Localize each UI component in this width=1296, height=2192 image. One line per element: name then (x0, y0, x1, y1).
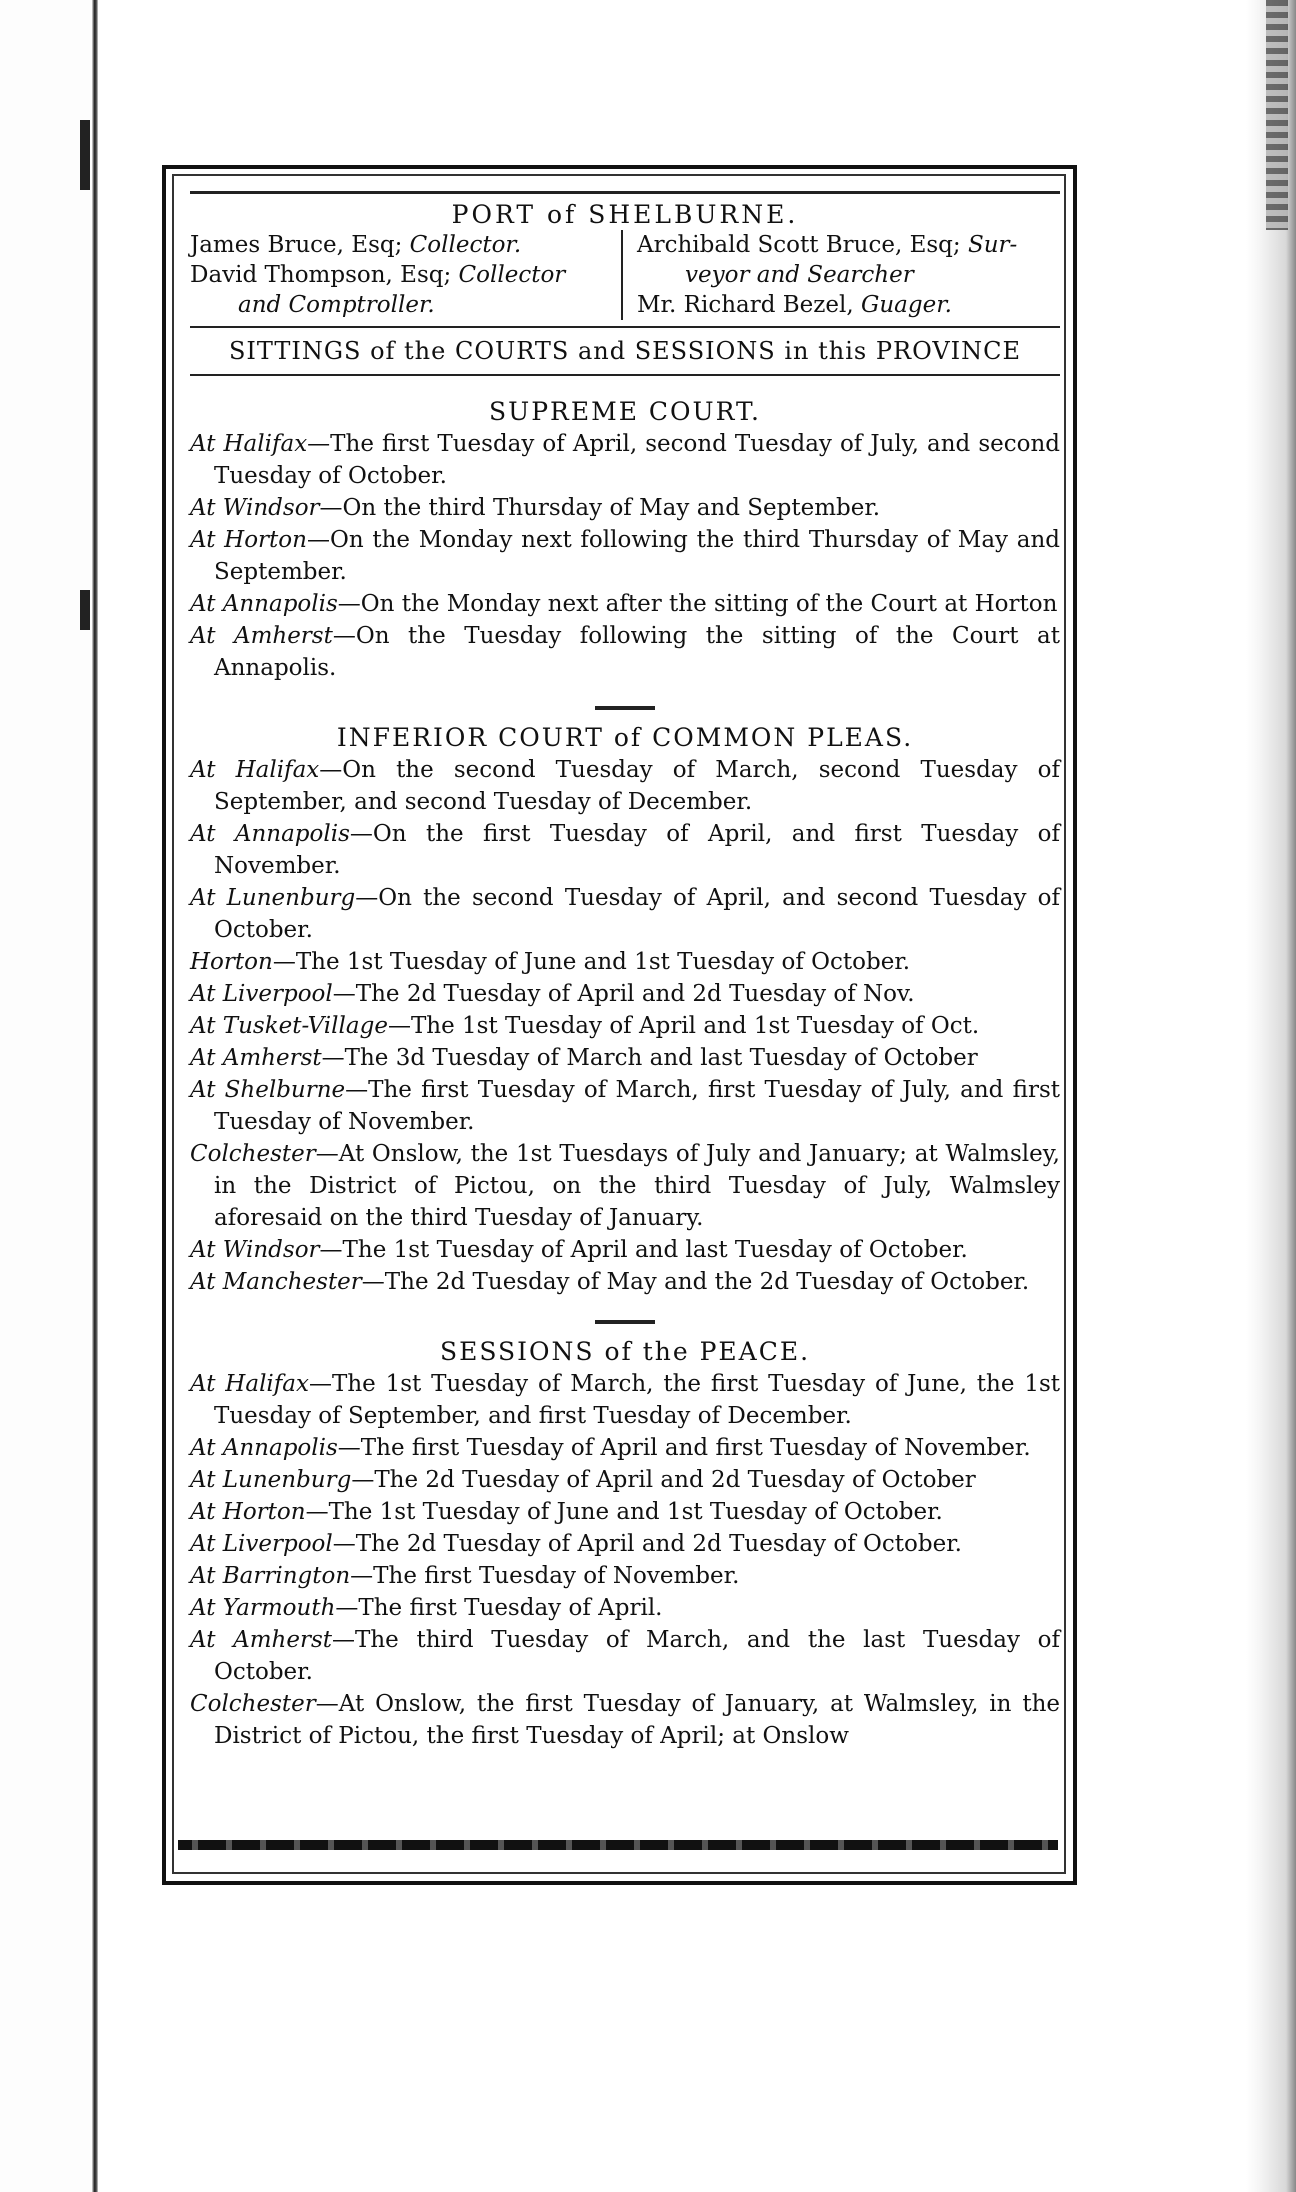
entry-place: At Amherst (190, 623, 333, 649)
court-entry (190, 1010, 1060, 1042)
entry-text: —The first Tuesday of March, first Tuesday of July, and first Tuesday of November. (214, 1077, 1060, 1135)
officer-name: Mr. Richard Bezel, (637, 292, 854, 318)
entry-text: —At Onslow, the 1st Tuesdays of July and January; at Walmsley, in the District of Pictou, on the third Tuesday of July, Walmsley aforesaid on the third Tuesday of January. (214, 1141, 1060, 1231)
officer-name: James Bruce, Esq; (190, 232, 403, 258)
entry-text: —The 3d Tuesday of March and last Tuesday of October (321, 1045, 978, 1071)
entry-text: —On the Monday next after the sitting of the Court at Horton (337, 591, 1058, 617)
court-entry (190, 1688, 1060, 1752)
entry-text: —The 2d Tuesday of April and 2d Tuesday of October. (332, 1531, 962, 1557)
binding-mark (80, 590, 90, 630)
entry-place: At Annapolis (190, 821, 350, 847)
entry-place: At Manchester (190, 1269, 362, 1295)
entry-place: At Halifax (190, 1371, 309, 1397)
section-heading-inferior-court: INFERIOR COURT of COMMON PLEAS. (336, 723, 914, 752)
court-entry (190, 1624, 1060, 1688)
entry-text: —The 1st Tuesday of June and 1st Tuesday of October. (305, 1499, 943, 1525)
divider-rule (190, 326, 1060, 328)
court-entry (190, 818, 1060, 882)
entry-text: —On the Monday next following the third Thursday of May and September. (214, 527, 1061, 585)
court-entry (190, 588, 1060, 620)
officer-line (637, 290, 1060, 320)
officer-role: and Comptroller. (238, 292, 435, 318)
entry-text: —The 1st Tuesday of April and last Tuesday of October. (319, 1237, 968, 1263)
entry-place: At Horton (190, 527, 307, 553)
officer-role: Collector. (409, 232, 522, 258)
entry-text: —On the first Tuesday of April, and first Tuesday of November. (214, 821, 1061, 879)
section-dash (595, 706, 655, 710)
entry-text: —The 2d Tuesday of April and 2d Tuesday of October (351, 1467, 976, 1493)
officer-line (190, 290, 613, 320)
entry-text: —The first Tuesday of April. (335, 1595, 663, 1621)
officer-role: Sur- (967, 232, 1018, 258)
entry-place: At Lunenburg (190, 1467, 352, 1493)
court-entry (190, 1528, 1060, 1560)
top-rule (190, 191, 1060, 194)
right-page-edge (1246, 0, 1296, 2192)
officer-name: Archibald Scott Bruce, Esq; (637, 232, 961, 258)
court-entry (190, 1138, 1060, 1234)
officer-role: Guager. (860, 292, 952, 318)
entry-place: At Annapolis (190, 591, 338, 617)
entry-place: At Yarmouth (190, 1595, 336, 1621)
officer-line (190, 260, 613, 290)
section-heading-supreme-court: SUPREME COURT. (489, 397, 761, 426)
court-entry (190, 1464, 1060, 1496)
court-entry (190, 1368, 1060, 1432)
spine-texture (1266, 0, 1288, 230)
entry-text: —The 2d Tuesday of April and 2d Tuesday of Nov. (332, 981, 915, 1007)
officer-name: David Thompson, Esq; (190, 262, 452, 288)
section-dash (595, 1320, 655, 1324)
entry-place: At Tusket-Village (190, 1013, 388, 1039)
section-heading-sessions-of-peace: SESSIONS of the PEACE. (439, 1337, 811, 1366)
entry-place: At Windsor (190, 1237, 320, 1263)
court-entry (190, 1042, 1060, 1074)
court-entry (190, 1592, 1060, 1624)
port-officers (190, 230, 1060, 320)
entry-place: Horton (190, 949, 273, 975)
entry-place: Colchester (190, 1691, 316, 1717)
officer-role: veyor and Searcher (685, 262, 914, 288)
court-entry (190, 1560, 1060, 1592)
court-entry (190, 1234, 1060, 1266)
entry-text: —On the Tuesday following the sitting of the Court at Annapolis. (214, 623, 1060, 681)
court-entry (190, 1074, 1060, 1138)
court-entry (190, 754, 1060, 818)
entry-place: At Shelburne (190, 1077, 346, 1103)
court-entry (190, 978, 1060, 1010)
court-entry (190, 946, 1060, 978)
entry-text: —On the second Tuesday of April, and second Tuesday of October. (214, 885, 1061, 943)
entry-text: —The first Tuesday of April and first Tuesday of November. (337, 1435, 1031, 1461)
officer-line (190, 230, 613, 260)
port-title: PORT of SHELBURNE. (451, 200, 799, 229)
court-entry (190, 1496, 1060, 1528)
entry-place: At Annapolis (190, 1435, 338, 1461)
entry-text: —On the second Tuesday of March, second Tuesday of September, and second Tuesday of December. (214, 757, 1060, 815)
entry-place: At Amherst (190, 1627, 333, 1653)
entry-place: At Barrington (190, 1563, 351, 1589)
binding-shadow (92, 0, 98, 2192)
entry-text: —The 1st Tuesday of June and 1st Tuesday of October. (272, 949, 911, 975)
entry-text: —The 1st Tuesday of March, the first Tuesday of June, the 1st Tuesday of September, and first Tuesday of December. (214, 1371, 1060, 1429)
bottom-ornamental-rule (178, 1840, 1058, 1850)
binding-mark (80, 120, 90, 190)
entry-place: At Amherst (190, 1045, 322, 1071)
entry-text: —The 1st Tuesday of April and 1st Tuesday of Oct. (387, 1013, 980, 1039)
entry-place: At Lunenburg (190, 885, 356, 911)
page-content (190, 185, 1060, 1752)
entry-text: —The first Tuesday of November. (350, 1563, 740, 1589)
entry-text: —The third Tuesday of March, and the last Tuesday of October. (214, 1627, 1060, 1685)
port-officers-left (190, 230, 623, 320)
left-page-gutter (0, 0, 100, 2192)
entry-text: —At Onslow, the first Tuesday of January, at Walmsley, in the District of Pictou, the first Tuesday of April; at Onslow (214, 1691, 1060, 1749)
divider-rule (190, 374, 1060, 376)
court-entry (190, 1432, 1060, 1464)
entry-text: —On the third Thursday of May and September. (319, 495, 881, 521)
entry-place: At Halifax (190, 757, 320, 783)
entry-place: At Halifax (190, 431, 308, 457)
court-entry (190, 882, 1060, 946)
officer-role: Collector (458, 262, 566, 288)
court-entry (190, 492, 1060, 524)
court-entry (190, 1266, 1060, 1298)
entry-place: At Horton (190, 1499, 306, 1525)
officer-line (637, 260, 1060, 290)
entry-place: At Windsor (190, 495, 320, 521)
officer-line (637, 230, 1060, 260)
port-officers-right (623, 230, 1060, 320)
court-entry (190, 524, 1060, 588)
court-entry (190, 620, 1060, 684)
entry-place: At Liverpool (190, 981, 333, 1007)
court-entry (190, 428, 1060, 492)
sittings-heading: SITTINGS of the COURTS and SESSIONS in this PROVINCE (228, 337, 1022, 365)
entry-place: At Liverpool (190, 1531, 333, 1557)
entry-text: —The 2d Tuesday of May and the 2d Tuesday of October. (361, 1269, 1030, 1295)
entry-text: —The first Tuesday of April, second Tuesday of July, and second Tuesday of October. (214, 431, 1060, 489)
entry-place: Colchester (190, 1141, 316, 1167)
